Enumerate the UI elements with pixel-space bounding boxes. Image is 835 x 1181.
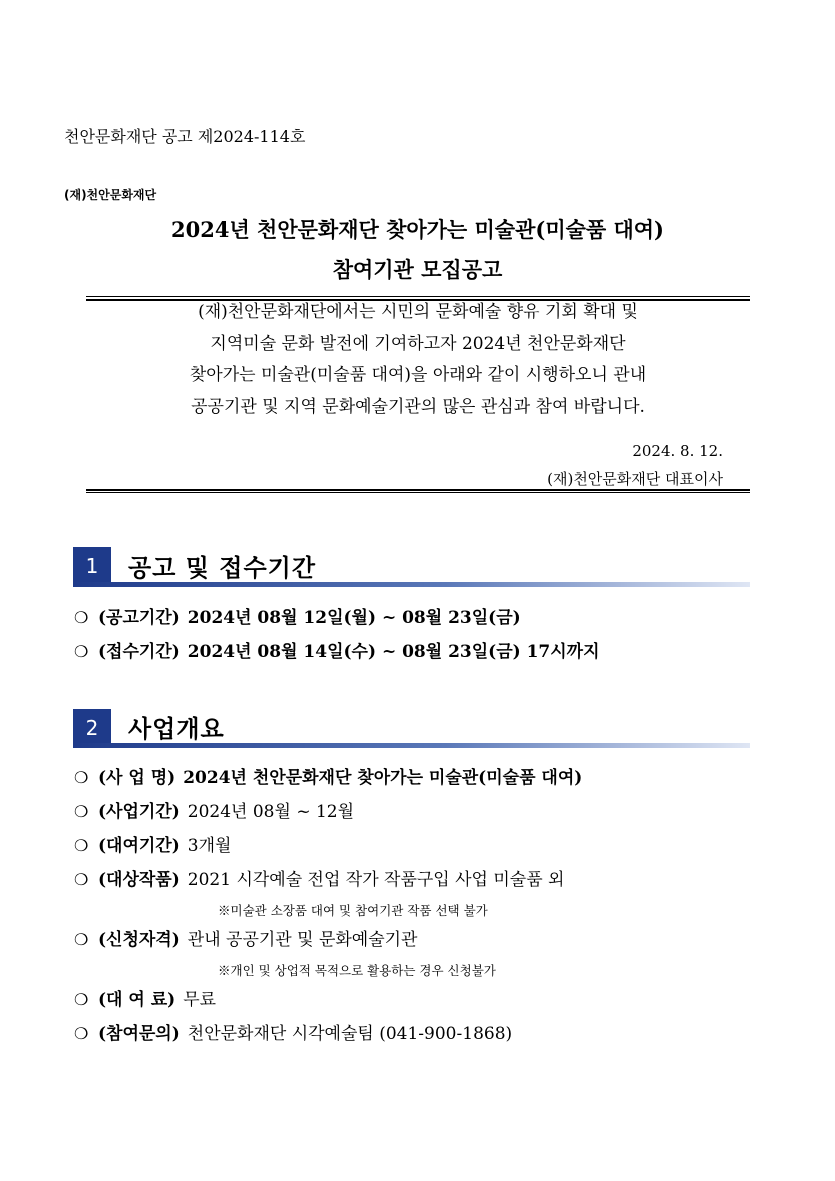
organization-label: (재)천안문화재단 — [64, 188, 157, 202]
item-value: 무료 — [183, 990, 217, 1010]
section-2-number-badge: 2 — [73, 709, 111, 747]
notice-date: 2024. 8. 12. — [632, 442, 723, 460]
item-label: (사업기간) — [98, 802, 180, 822]
list-item — [74, 763, 582, 788]
intro-line: (재)천안문화재단에서는 시민의 문화예술 향유 기회 확대 및 — [198, 302, 638, 322]
circle-bullet-icon: ❍ — [74, 990, 89, 1009]
item-label: (참여문의) — [98, 1024, 180, 1044]
circle-bullet-icon: ❍ — [74, 802, 89, 821]
item-value: 2024년 08월 14일(수) ~ 08월 23일(금) 17시까지 — [187, 642, 600, 662]
list-item — [74, 637, 600, 662]
circle-bullet-icon: ❍ — [74, 608, 89, 627]
circle-bullet-icon: ❍ — [74, 836, 89, 855]
item-label: (대여기간) — [98, 836, 180, 856]
item-value: 3개월 — [187, 836, 232, 856]
section-1-number-badge: 1 — [73, 547, 111, 585]
circle-bullet-icon: ❍ — [74, 642, 89, 661]
note-works: ※미술관 소장품 대여 및 참여기관 작품 선택 불가 — [218, 903, 488, 918]
item-value: 2024년 08월 ~ 12월 — [187, 802, 355, 822]
intro-line: 지역미술 문화 발전에 기여하고자 2024년 천안문화재단 — [210, 333, 626, 354]
item-label: (신청자격) — [98, 930, 180, 950]
item-value: 2024년 천안문화재단 찾아가는 미술관(미술품 대여) — [183, 768, 583, 788]
item-value: 2024년 08월 12일(월) ~ 08월 23일(금) — [187, 608, 521, 628]
list-item — [74, 925, 417, 950]
intro-line: 찾아가는 미술관(미술품 대여)을 아래와 같이 시행하오니 관내 — [189, 365, 647, 385]
notice-number: 천안문화재단 공고 제2024-114호 — [64, 127, 306, 146]
item-label: (공고기간) — [98, 608, 180, 628]
item-value: 관내 공공기관 및 문화예술기관 — [187, 930, 418, 950]
list-item — [74, 1019, 512, 1044]
document-title-line1: 2024년 천안문화재단 찾아가는 미술관(미술품 대여) — [171, 217, 664, 242]
item-label: (사 업 명) — [98, 768, 176, 788]
list-item — [74, 865, 564, 890]
signer: (재)천안문화재단 대표이사 — [547, 470, 723, 488]
item-label: (대 여 료) — [98, 990, 176, 1010]
note-eligibility: ※개인 및 상업적 목적으로 활용하는 경우 신청불가 — [218, 963, 496, 978]
section-2-underline — [73, 743, 750, 748]
list-item — [74, 603, 521, 628]
section-2-title: 사업개요 — [128, 715, 225, 743]
item-value: 2021 시각예술 전업 작가 작품구입 사업 미술품 외 — [187, 870, 565, 890]
item-label: (접수기간) — [98, 642, 180, 662]
list-item — [74, 831, 231, 856]
divider-bottom-thick — [86, 489, 750, 491]
circle-bullet-icon: ❍ — [74, 1024, 89, 1043]
section-1-underline — [73, 582, 750, 587]
circle-bullet-icon: ❍ — [74, 870, 89, 889]
circle-bullet-icon: ❍ — [74, 930, 89, 949]
divider-bottom — [86, 492, 750, 493]
list-item — [74, 797, 354, 822]
item-label: (대상작품) — [98, 870, 180, 890]
list-item — [74, 985, 216, 1010]
document-title-line2: 참여기관 모집공고 — [332, 257, 503, 282]
intro-line: 공공기관 및 지역 문화예술기관의 많은 관심과 참여 바랍니다. — [191, 396, 645, 417]
intro-paragraph — [86, 297, 750, 423]
item-value: 천안문화재단 시각예술팀 (041-900-1868) — [187, 1024, 513, 1044]
section-1-title: 공고 및 접수기간 — [128, 554, 316, 582]
circle-bullet-icon: ❍ — [74, 768, 89, 787]
